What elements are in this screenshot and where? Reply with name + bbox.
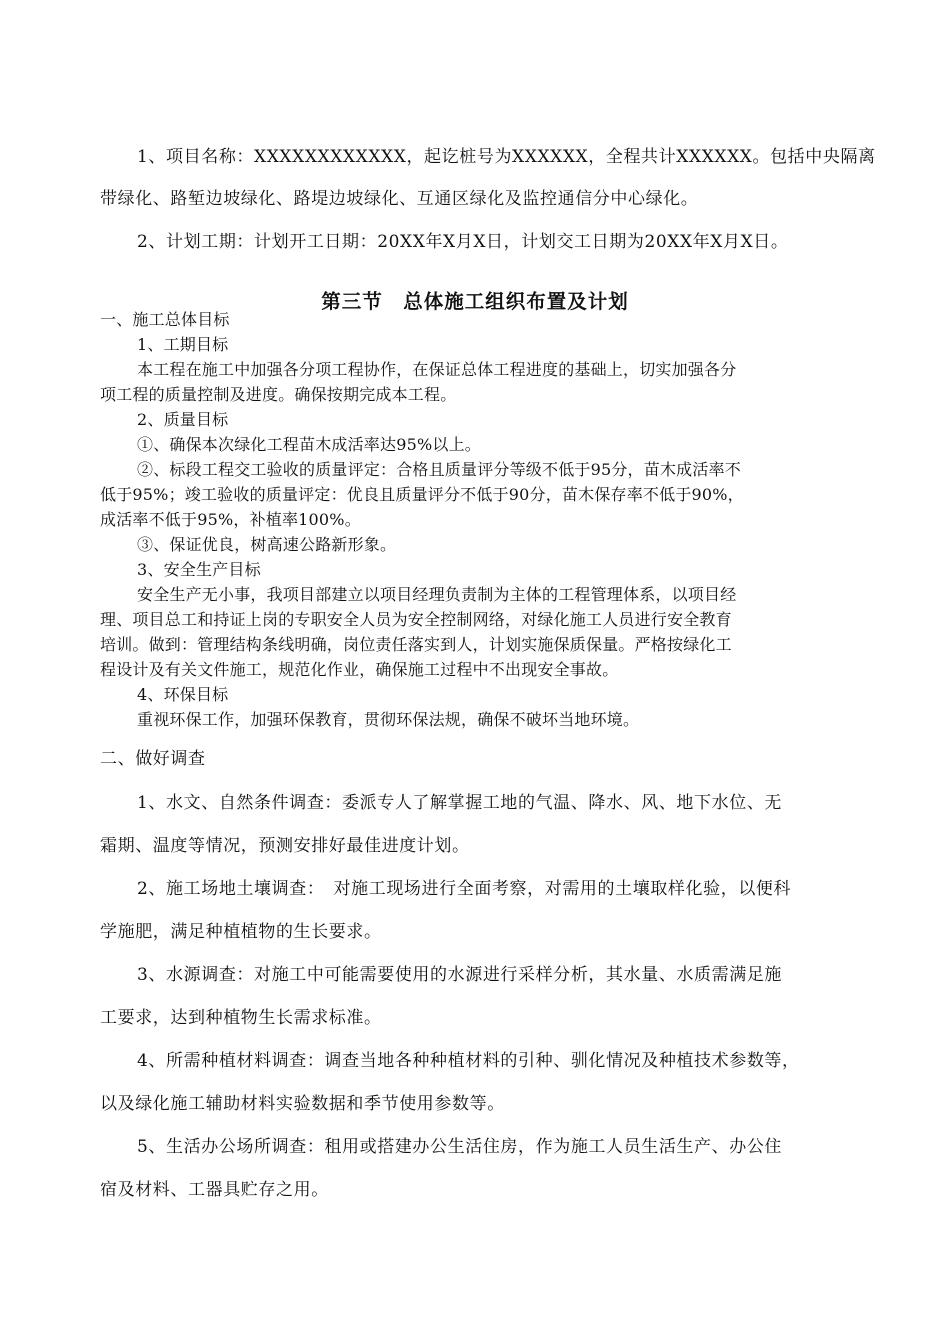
quality-goal-item-1: ①、确保本次绿化工程苗木成活率达95%以上。 xyxy=(137,435,481,454)
safety-goal-heading: 3、安全生产目标 xyxy=(137,560,261,579)
schedule-goal-heading: 1、工期目标 xyxy=(137,335,229,354)
environment-goal-text: 重视环保工作，加强环保教育，贯彻环保法规，确保不破坏当地环境。 xyxy=(137,710,640,729)
intro-paragraph-1-line-2: 带绿化、路堑边坡绿化、路堤边坡绿化、互通区绿化及监控通信分中心绿化。 xyxy=(100,189,699,209)
schedule-goal-text-line-2: 项工程的质量控制及进度。确保按期完成本工程。 xyxy=(100,385,457,404)
schedule-goal-text-line-1: 本工程在施工中加强各分项工程协作，在保证总体工程进度的基础上，切实加强各分 xyxy=(137,360,737,379)
survey-3-line-1: 3、水源调查：对施工中可能需要使用的水源进行采样分析，其水量、水质需满足施 xyxy=(137,965,783,985)
safety-goal-text-line-4: 程设计及有关文件施工，规范化作业，确保施工过程中不出现安全事故。 xyxy=(100,660,619,679)
safety-goal-text-line-1: 安全生产无小事，我项目部建立以项目经理负责制为主体的工程管理体系，以项目经 xyxy=(137,585,737,604)
survey-1-line-1: 1、水文、自然条件调查：委派专人了解掌握工地的气温、降水、风、地下水位、无 xyxy=(137,793,783,813)
survey-4-line-2: 以及绿化施工辅助材料实验数据和季节使用参数等。 xyxy=(100,1094,505,1114)
quality-goal-item-2-line-3: 成活率不低于95%，补植率100%。 xyxy=(100,510,361,529)
survey-4-line-1: 4、所需种植材料调查：调查当地各种种植材料的引种、驯化情况及种植技术参数等， xyxy=(137,1051,800,1071)
quality-goal-item-3: ③、保证优良，树高速公路新形象。 xyxy=(137,535,397,554)
environment-goal-heading: 4、环保目标 xyxy=(137,685,229,704)
survey-2-line-1: 2、施工场地土壤调查： 对施工现场进行全面考察，对需用的土壤取样化验，以便科 xyxy=(137,879,792,899)
section-title: 第三节 总体施工组织布置及计划 xyxy=(321,290,629,314)
safety-goal-text-line-3: 培训。做到：管理结构条线明确，岗位责任落实到人，计划实施保质保量。严格按绿化工 xyxy=(100,635,732,654)
part1-heading: 一、施工总体目标 xyxy=(100,310,230,329)
survey-1-line-2: 霜期、温度等情况，预测安排好最佳进度计划。 xyxy=(100,836,470,856)
survey-3-line-2: 工要求，达到种植物生长需求标准。 xyxy=(100,1008,382,1028)
intro-paragraph-1-line-1: 1、项目名称：XXXXXXXXXXXX，起讫桩号为XXXXXX，全程共计XXXXXX。包括中央隔离 xyxy=(137,147,876,167)
quality-goal-item-2-line-1: ②、标段工程交工验收的质量评定：合格且质量评分等级不低于95分，苗木成活率不 xyxy=(137,460,741,479)
quality-goal-heading: 2、质量目标 xyxy=(137,410,229,429)
survey-5-line-2: 宿及材料、工器具贮存之用。 xyxy=(100,1180,329,1200)
survey-5-line-1: 5、生活办公场所调查：租用或搭建办公生活住房，作为施工人员生活生产、办公住 xyxy=(137,1137,783,1157)
safety-goal-text-line-2: 理、项目总工和持证上岗的专职安全人员为安全控制网络，对绿化施工人员进行安全教育 xyxy=(100,610,732,629)
part2-heading: 二、做好调查 xyxy=(100,749,206,769)
quality-goal-item-2-line-2: 低于95%；竣工验收的质量评定：优良且质量评分不低于90分，苗木保存率不低于90%， xyxy=(100,485,744,504)
intro-paragraph-2: 2、计划工期：计划开工日期：20XX年X月X日，计划交工日期为20XX年X月X日。 xyxy=(137,232,789,252)
survey-2-line-2: 学施肥，满足种植植物的生长要求。 xyxy=(100,922,382,942)
